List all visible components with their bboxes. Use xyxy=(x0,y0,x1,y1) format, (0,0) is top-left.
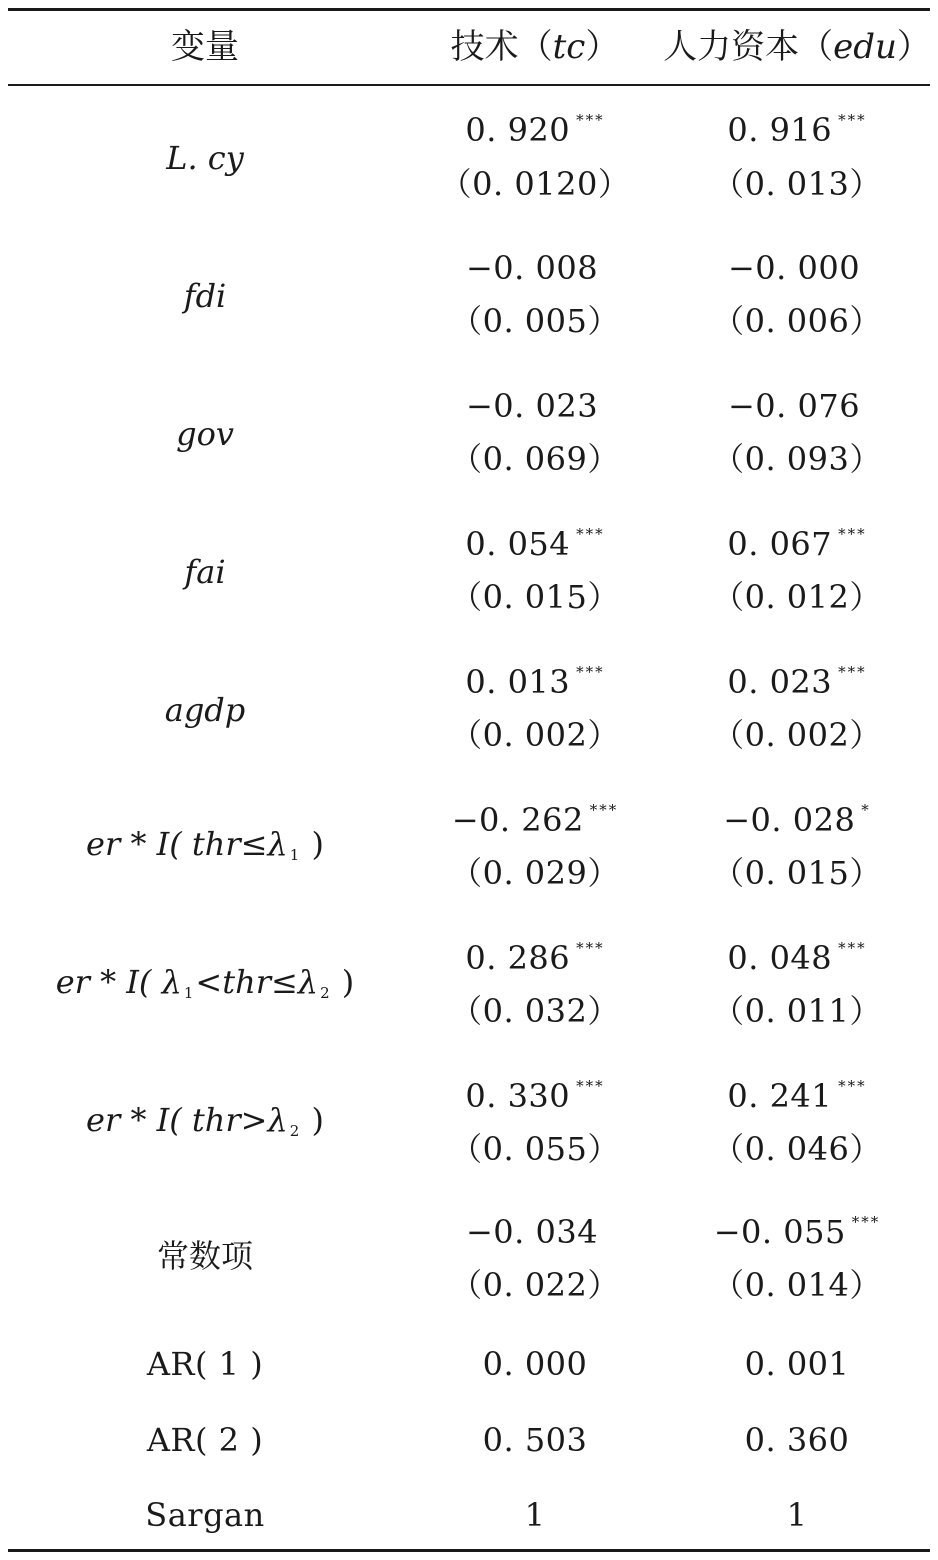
se-tc: （0. 055） xyxy=(450,1130,620,1168)
stat-value-tc: 1 xyxy=(524,1496,546,1534)
row-label-threshold-high: er * I( thr>λ $_2$ ) xyxy=(86,1101,324,1140)
coef-edu: −0. 028 * xyxy=(723,801,871,839)
coef-tc: −0. 034 xyxy=(465,1213,599,1251)
se-edu: （0. 014） xyxy=(712,1266,882,1304)
stat-value-edu: 0. 360 xyxy=(744,1421,850,1459)
se-tc: （0. 032） xyxy=(450,992,620,1030)
se-tc: （0. 0120） xyxy=(439,165,631,203)
coef-tc: 0. 013 *** xyxy=(465,663,605,701)
coef-tc: 0. 920 *** xyxy=(465,111,605,149)
coef-edu: 0. 067 *** xyxy=(727,525,867,563)
header-tc: 技术（tc） xyxy=(450,27,620,67)
se-tc: （0. 029） xyxy=(450,854,620,892)
se-edu: （0. 093） xyxy=(712,440,882,478)
coef-edu: 0. 916 *** xyxy=(727,111,867,149)
stat-value-tc: 0. 000 xyxy=(482,1345,588,1383)
coef-tc: −0. 262 *** xyxy=(451,801,619,839)
row-label-gov: gov xyxy=(176,415,234,453)
coef-edu: 0. 241 *** xyxy=(727,1077,867,1115)
se-edu: （0. 013） xyxy=(712,165,882,203)
stat-label-sargan: Sargan xyxy=(145,1496,265,1534)
coef-edu: 0. 048 *** xyxy=(727,939,867,977)
row-label-agdp: agdp xyxy=(164,691,246,729)
coef-edu: −0. 000 xyxy=(727,249,861,287)
se-edu: （0. 006） xyxy=(712,302,882,340)
header-variable: 变量 xyxy=(171,27,239,67)
se-edu: （0. 011） xyxy=(712,992,882,1030)
coef-edu: −0. 055 *** xyxy=(713,1213,881,1251)
coef-edu: −0. 076 xyxy=(727,387,861,425)
coef-tc: 0. 330 *** xyxy=(465,1077,605,1115)
table-bottom-rule xyxy=(8,1549,930,1552)
se-tc: （0. 002） xyxy=(450,716,620,754)
se-edu: （0. 012） xyxy=(712,578,882,616)
table-header-rule xyxy=(8,84,930,86)
stat-value-edu: 1 xyxy=(786,1496,808,1534)
coef-edu: 0. 023 *** xyxy=(727,663,867,701)
row-label-threshold-low: er * I( thr≤λ $_1$ ) xyxy=(86,825,324,864)
row-label-fai: fai xyxy=(184,553,226,591)
coef-tc: 0. 286 *** xyxy=(465,939,605,977)
stat-label-ar2: AR( 2 ) xyxy=(146,1421,264,1459)
se-tc: （0. 005） xyxy=(450,302,620,340)
row-label-lcy: L. cy xyxy=(166,139,244,177)
se-tc: （0. 069） xyxy=(450,440,620,478)
se-tc: （0. 015） xyxy=(450,578,620,616)
row-label-fdi: fdi xyxy=(183,277,227,315)
se-tc: （0. 022） xyxy=(450,1266,620,1304)
stat-value-tc: 0. 503 xyxy=(482,1421,588,1459)
se-edu: （0. 002） xyxy=(712,716,882,754)
se-edu: （0. 015） xyxy=(712,854,882,892)
coef-tc: −0. 023 xyxy=(465,387,599,425)
row-label-constant: 常数项 xyxy=(156,1237,254,1275)
se-edu: （0. 046） xyxy=(712,1130,882,1168)
coef-tc: −0. 008 xyxy=(465,249,599,287)
table-top-rule xyxy=(8,8,930,11)
coef-tc: 0. 054 *** xyxy=(465,525,605,563)
stat-value-edu: 0. 001 xyxy=(744,1345,850,1383)
row-label-threshold-mid: er * I( λ $_1$<thr≤λ $_2$ ) xyxy=(55,963,355,1002)
stat-label-ar1: AR( 1 ) xyxy=(146,1345,264,1383)
header-edu: 人力资本（edu） xyxy=(663,27,931,67)
